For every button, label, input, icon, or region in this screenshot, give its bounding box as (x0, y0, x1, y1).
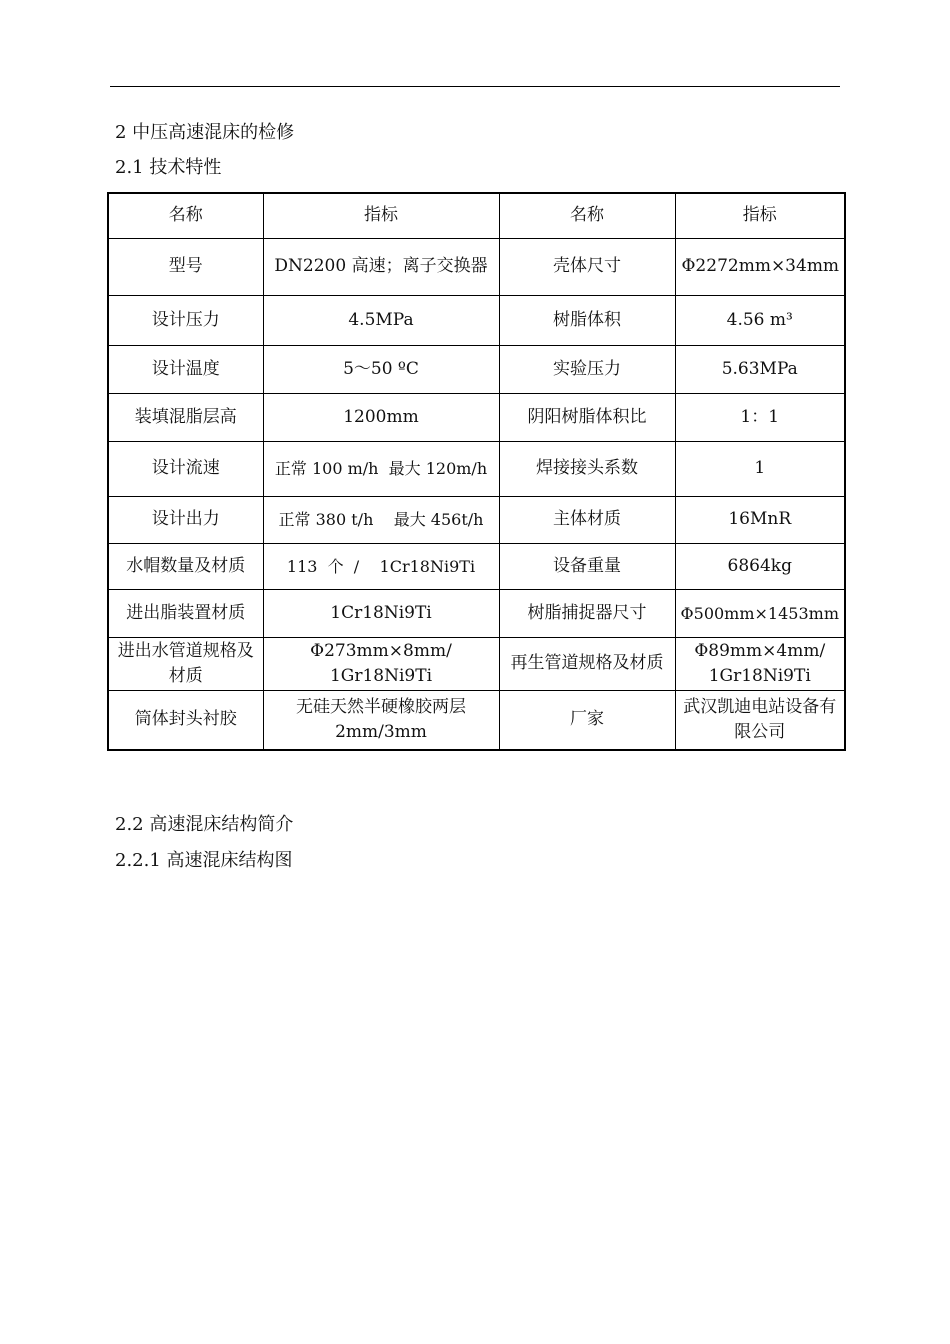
table-row (108, 637, 845, 690)
table-cell: 水帽数量及材质 (108, 543, 263, 589)
header-cell-value: 指标 (263, 193, 499, 238)
table-cell: 1 (675, 441, 845, 496)
table-cell: 设计出力 (108, 496, 263, 543)
table-cell: 厂家 (499, 690, 675, 750)
header-rule (110, 86, 840, 87)
table-cell: 进出水管道规格及材质 (108, 637, 263, 690)
table-row (108, 496, 845, 543)
table-cell: 设计压力 (108, 295, 263, 345)
table-cell: 主体材质 (499, 496, 675, 543)
table-cell: 设备重量 (499, 543, 675, 589)
table-cell: Φ2272mm×34mm (675, 238, 845, 295)
table-cell: 4.5MPa (263, 295, 499, 345)
table-cell: 113 个 / 1Cr18Ni9Ti (263, 543, 499, 589)
table-cell: 5.63MPa (675, 345, 845, 393)
table-cell: Φ500mm×1453mm (675, 589, 845, 637)
table-cell: 树脂体积 (499, 295, 675, 345)
table-cell: 壳体尺寸 (499, 238, 675, 295)
table-cell: Φ273mm×8mm/ 1Gr18Ni9Ti (263, 637, 499, 690)
table-row (108, 690, 845, 750)
subsection-title-structure: 2.2 高速混床结构简介 (115, 814, 294, 835)
table-header-row (108, 193, 845, 238)
table-cell: 6864kg (675, 543, 845, 589)
table-row (108, 441, 845, 496)
table-cell: 正常 100 m/h 最大 120m/h (263, 441, 499, 496)
subsection-title-technical-specs: 2.1 技术特性 (115, 157, 222, 178)
table-cell: 进出脂装置材质 (108, 589, 263, 637)
table-cell: 型号 (108, 238, 263, 295)
table-cell: 无硅天然半硬橡胶两层 2mm/3mm (263, 690, 499, 750)
table-cell: 装填混脂层高 (108, 393, 263, 441)
subsection-title-structure-diagram: 2.2.1 高速混床结构图 (115, 850, 293, 871)
section-title: 2 中压高速混床的检修 (115, 122, 295, 143)
table-cell: 阴阳树脂体积比 (499, 393, 675, 441)
table-cell: 树脂捕捉器尺寸 (499, 589, 675, 637)
table-row (108, 345, 845, 393)
table-cell: 5～50 ºC (263, 345, 499, 393)
table-cell: 焊接接头系数 (499, 441, 675, 496)
table-cell: 设计温度 (108, 345, 263, 393)
table-cell: 4.56 m³ (675, 295, 845, 345)
table-row (108, 295, 845, 345)
table-row (108, 238, 845, 295)
header-cell-value: 指标 (675, 193, 845, 238)
table-row (108, 543, 845, 589)
table-cell: 设计流速 (108, 441, 263, 496)
table-cell: 筒体封头衬胶 (108, 690, 263, 750)
table-cell: Φ89mm×4mm/ 1Gr18Ni9Ti (675, 637, 845, 690)
table-cell: 再生管道规格及材质 (499, 637, 675, 690)
table-row (108, 589, 845, 637)
header-cell-name: 名称 (108, 193, 263, 238)
technical-specs-table (107, 192, 846, 751)
header-cell-name: 名称 (499, 193, 675, 238)
table-cell: DN2200 高速；离子交换器 (263, 238, 499, 295)
table-cell: 正常 380 t/h 最大 456t/h (263, 496, 499, 543)
table-cell: 1：1 (675, 393, 845, 441)
table-cell: 16MnR (675, 496, 845, 543)
table-cell: 实验压力 (499, 345, 675, 393)
table-cell: 武汉凯迪电站设备有限公司 (675, 690, 845, 750)
table-row (108, 393, 845, 441)
table-cell: 1200mm (263, 393, 499, 441)
table-cell: 1Cr18Ni9Ti (263, 589, 499, 637)
